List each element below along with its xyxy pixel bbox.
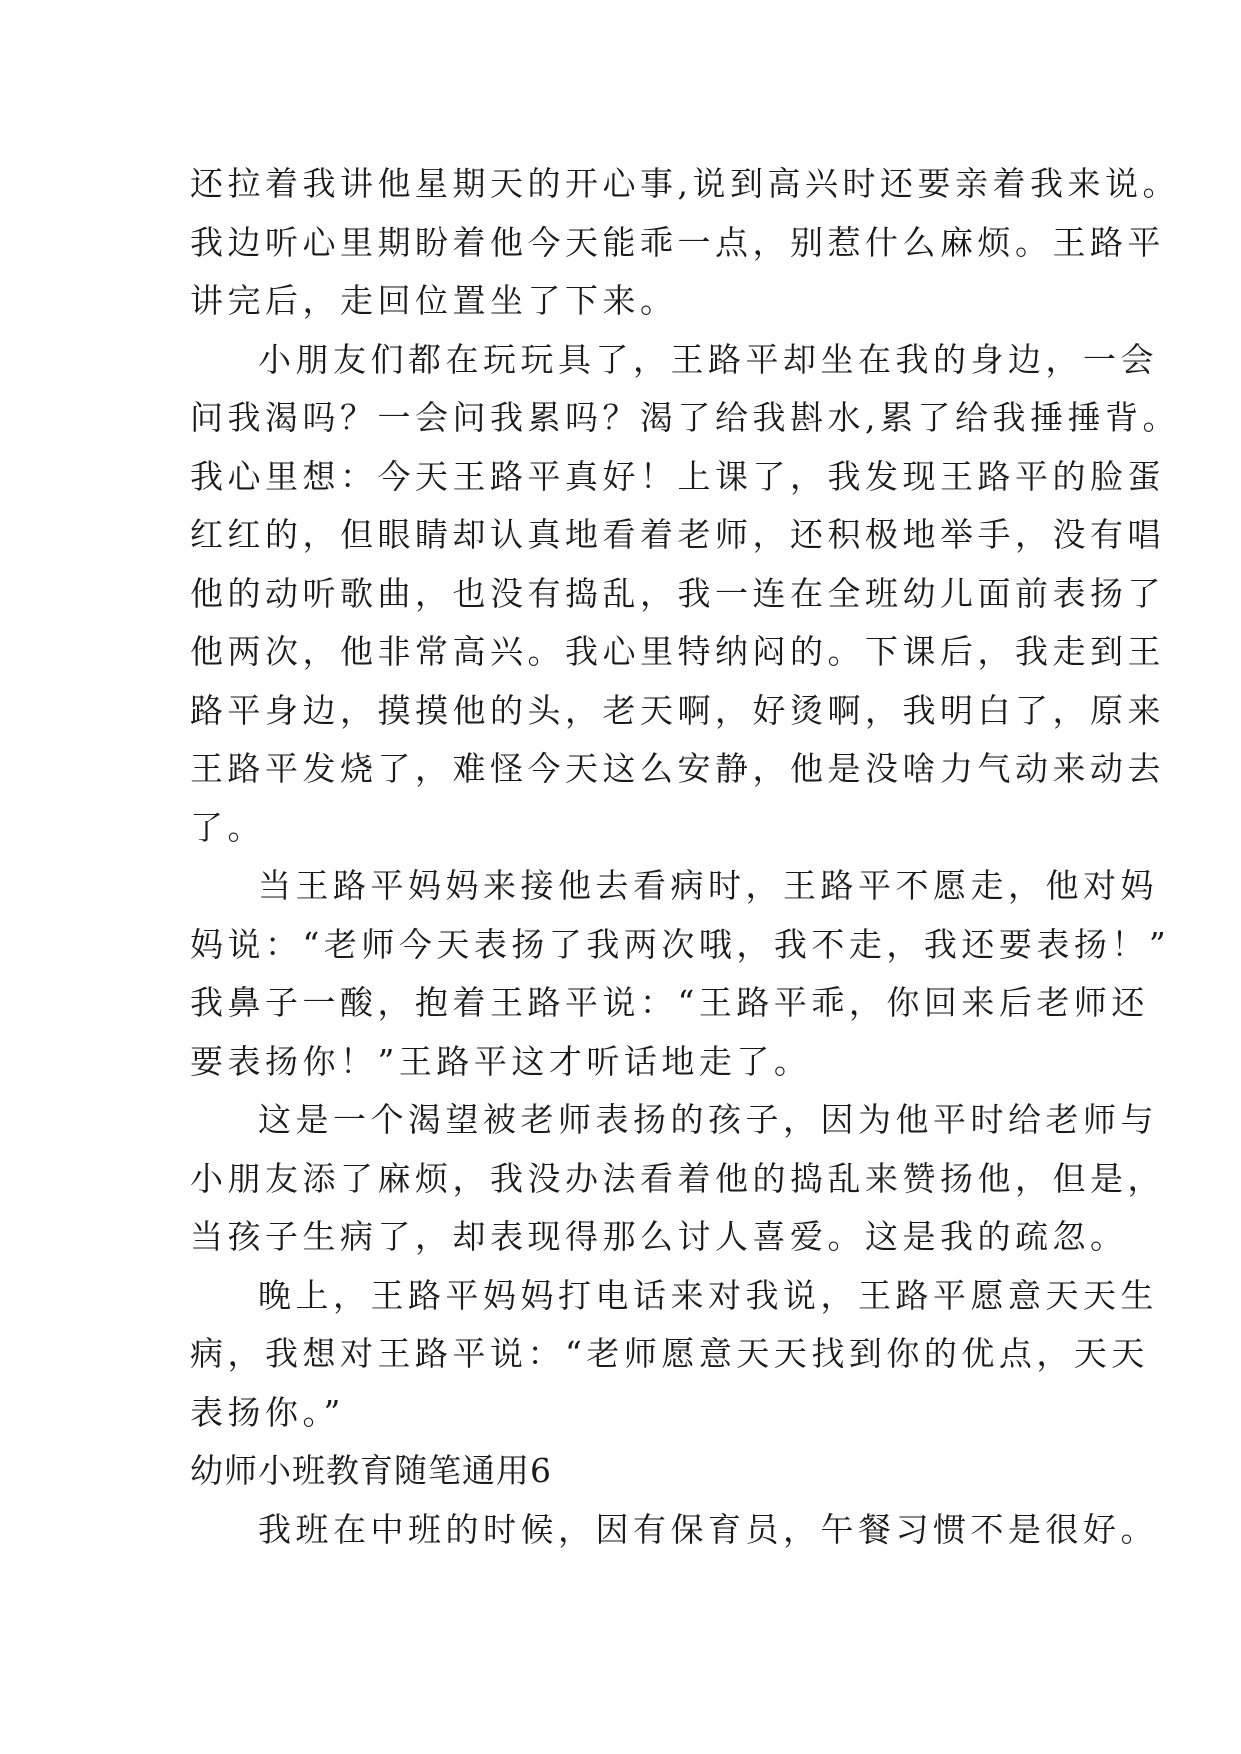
paragraph-first-line: 这是一个渴望被老师表扬的孩子，因为他平时给老师与 xyxy=(258,1100,1158,1139)
paragraph-first-line: 小朋友们都在玩玩具了，王路平却坐在我的身边，一会 xyxy=(258,339,1158,379)
section-heading: 幼师小班教育随笔通用6 xyxy=(190,1451,552,1490)
text-line: 表扬你。” xyxy=(190,1392,345,1432)
text-line: 红红的，但眼睛却认真地看着老师，还积极地举手，没有唱 xyxy=(190,515,1165,554)
text-line: 我心里想：今天王路平真好！上课了，我发现王路平的脸蛋 xyxy=(190,456,1165,496)
text-line: 路平身边，摸摸他的头，老天啊，好烫啊，我明白了，原来 xyxy=(190,690,1165,730)
paragraph-first-line: 晚上，王路平妈妈打电话来对我说，王路平愿意天天生 xyxy=(258,1275,1158,1315)
document-body xyxy=(190,155,1180,1559)
text-line: 他两次，他非常高兴。我心里特纳闷的。下课后，我走到王 xyxy=(190,632,1165,671)
text-line: 妈说：“老师今天表扬了我两次哦，我不走，我还要表扬！” xyxy=(190,924,1171,964)
text-line: 我边听心里期盼着他今天能乖一点，别惹什么麻烦。王路平 xyxy=(190,222,1165,262)
text-line: 他的动听歌曲，也没有捣乱，我一连在全班幼儿面前表扬了 xyxy=(190,573,1165,613)
text-line: 王路平发烧了，难怪今天这么安静，他是没啥力气动来动去 xyxy=(190,749,1165,788)
text-line: 问我渴吗？一会问我累吗？渴了给我斟水,累了给我捶捶背。 xyxy=(190,398,1180,437)
text-line: 了。 xyxy=(190,807,265,847)
paragraph-first-line: 我班在中班的时候，因有保育员，午餐习惯不是很好。 xyxy=(258,1509,1158,1549)
text-line: 我鼻子一酸，抱着王路平说：“王路平乖，你回来后老师还 xyxy=(190,983,1149,1022)
text-line: 要表扬你！”王路平这才听话地走了。 xyxy=(190,1041,812,1081)
text-line: 小朋友添了麻烦，我没办法看着他的捣乱来赞扬他，但是， xyxy=(190,1158,1165,1198)
text-line: 当孩子生病了，却表现得那么讨人喜爱。这是我的疏忽。 xyxy=(190,1217,1128,1256)
text-line: 病，我想对王路平说：“老师愿意天天找到你的优点，天天 xyxy=(190,1334,1149,1373)
text-line: 还拉着我讲他星期天的开心事,说到高兴时还要亲着我来说。 xyxy=(190,164,1180,203)
paragraph-first-line: 当王路平妈妈来接他去看病时，王路平不愿走，他对妈 xyxy=(258,866,1158,905)
text-line: 讲完后，走回位置坐了下来。 xyxy=(190,281,678,320)
